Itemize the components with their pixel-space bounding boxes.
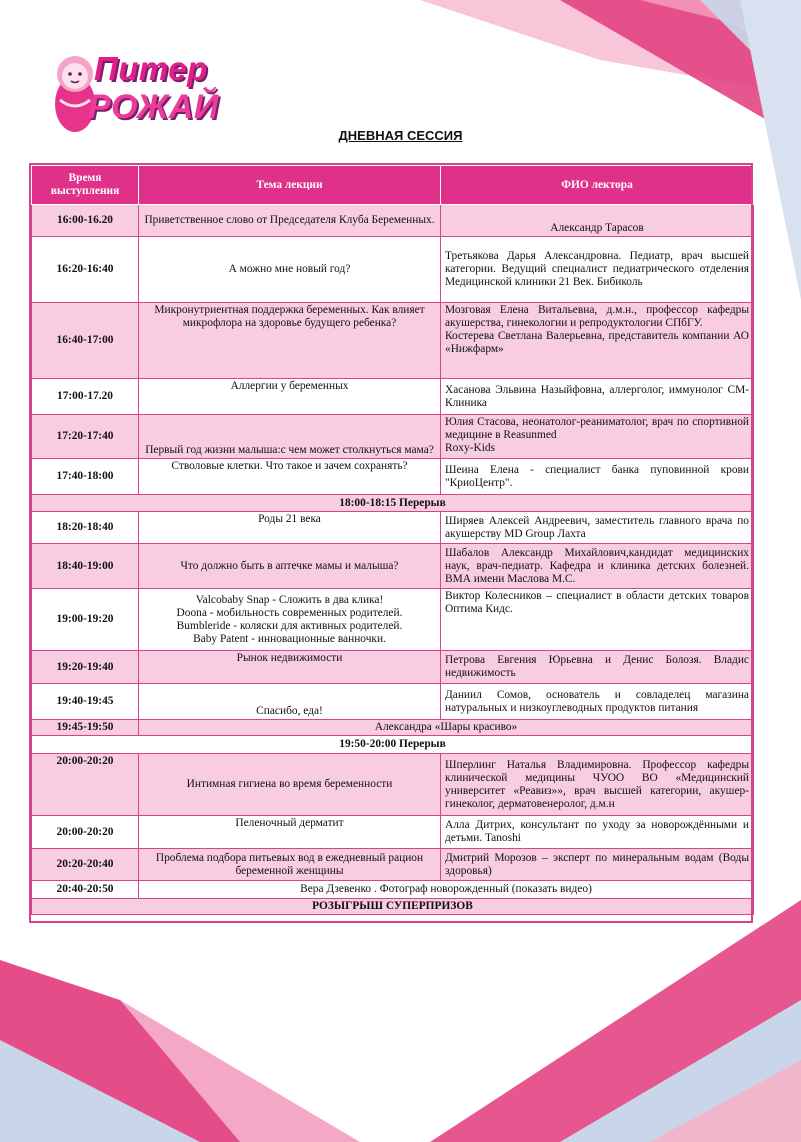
row-lecturer: Александр Тарасов	[441, 205, 754, 237]
final-row	[32, 899, 754, 915]
row-lecturer: Шеина Елена - специалист банка пуповинной крови "КриоЦентр".	[441, 459, 754, 495]
table-row	[32, 512, 754, 544]
logo-text-line1: Питер	[94, 50, 208, 87]
row-time: 17:40-18:00	[32, 459, 139, 495]
table-header-row	[32, 166, 754, 205]
row-lecturer: Хасанова Эльвина Назыйфовна, аллерголог, иммунолог СМ-Клиника	[441, 379, 754, 415]
header-time: Время выступления	[32, 166, 139, 205]
row-lecturer	[441, 303, 754, 379]
row-time: 17:20-17:40	[32, 415, 139, 459]
row-lecturer: Виктор Колесников – специалист в области детских товаров Оптима Кидс.	[441, 589, 754, 651]
row-time: 16:00-16.20	[32, 205, 139, 237]
row-topic: Проблема подбора питьевых вод в ежедневный рацион беременной женщины	[139, 849, 441, 881]
table-row	[32, 589, 754, 651]
row-topic: Приветственное слово от Председателя Клуба Беременных.	[139, 205, 441, 237]
row-topic: Микронутриентная поддержка беременных. Как влияет микрофлора на здоровье будущего ребенка?	[139, 303, 441, 379]
table-row	[32, 415, 754, 459]
row-lecturer: Дмитрий Морозов – эксперт по минеральным водам (Воды здоровья)	[441, 849, 754, 881]
row-time: 17:00-17.20	[32, 379, 139, 415]
table-row	[32, 205, 754, 237]
table-row	[32, 816, 754, 849]
row-lecturer: Даниил Сомов, основатель и совладелец магазина натуральных и низкоуглеводных продуктов питания	[441, 684, 754, 720]
page-title: ДНЕВНАЯ СЕССИЯ	[338, 128, 463, 143]
row-topic: Первый год жизни малыша:с чем может столкнуться мама?	[139, 415, 441, 459]
row-lecturer: Шабалов Александр Михайлович,кандидат медицинских наук, врач-педиатр. Кафедра и клиника детских болезней. ВМА имени Маслова М.С.	[441, 544, 754, 589]
table-row	[32, 459, 754, 495]
lecturer-line: Костерева Светлана Валерьевна, представитель компании АО «Нижфарм»	[445, 330, 749, 355]
row-topic: Рынок недвижимости	[139, 651, 441, 684]
row-lecturer: Петрова Евгения Юрьевна и Денис Болозя. Владис недвижимость	[441, 651, 754, 684]
logo	[50, 50, 230, 140]
row-time: 20:00-20:20	[32, 816, 139, 849]
row-time: 19:20-19:40	[32, 651, 139, 684]
lecturer-line: Мозговая Елена Витальевна, д.м.н., профессор кафедры акушерства, гинекологии и репродуктологии СПбГУ.	[445, 304, 749, 329]
row-full: Вера Дзевенко . Фотограф новорожденный (показать видео)	[139, 881, 754, 899]
schedule-table	[31, 165, 754, 915]
row-topic: Что должно быть в аптечке мамы и малыша?	[139, 544, 441, 589]
lecturer-line: Юлия Стасова, неонатолог-реаниматолог, врач по спортивной медицине в Reasunmed	[445, 416, 749, 441]
row-full: Александра «Шары красиво»	[139, 720, 754, 736]
row-lecturer: Алла Дитрих, консультант по уходу за новорождёнными и детьми. Tanoshi	[441, 816, 754, 849]
row-topic: Спасибо, еда!	[139, 684, 441, 720]
table-row	[32, 303, 754, 379]
topic-line: Baby Patent - инновационные ванночки.	[193, 632, 386, 645]
table-row	[32, 720, 754, 736]
row-topic: Роды 21 века	[139, 512, 441, 544]
table-row	[32, 544, 754, 589]
row-topic: Аллергии у беременных	[139, 379, 441, 415]
lecturer-line: Roxy-Kids	[445, 442, 495, 454]
row-topic: Интимная гигиена во время беременности	[139, 754, 441, 816]
topic-line: Doona - мобильность современных родителей.	[176, 606, 403, 619]
logo-text-line2: РОЖАЙ	[88, 88, 219, 126]
row-time: 19:45-19:50	[32, 720, 139, 736]
break-label: 19:50-20:00 Перерыв	[32, 736, 754, 754]
row-topic: Стволовые клетки. Что такое и зачем сохранять?	[139, 459, 441, 495]
row-lecturer	[441, 415, 754, 459]
table-row	[32, 651, 754, 684]
row-time: 20:20-20:40	[32, 849, 139, 881]
row-time: 16:40-17:00	[32, 303, 139, 379]
topic-line: Bumbleride - коляски для активных родителей.	[176, 619, 403, 632]
row-time: 19:40-19:45	[32, 684, 139, 720]
table-row	[32, 379, 754, 415]
final-label: РОЗЫГРЫШ СУПЕРПРИЗОВ	[32, 899, 754, 915]
row-time: 20:40-20:50	[32, 881, 139, 899]
table-row	[32, 881, 754, 899]
row-lecturer: Ширяев Алексей Андреевич, заместитель главного врача по акушерству MD Group Лахта	[441, 512, 754, 544]
row-lecturer: Шперлинг Наталья Владимировна. Профессор кафедры клинической медицины ЧУОО ВО «Медицинский университет «Реавиз»», врач высшей категории, акушер-гинеколог, дерматовенеролог, д.м.н	[441, 754, 754, 816]
row-lecturer: Третьякова Дарья Александровна. Педиатр, врач высшей категории. Ведущий специалист педиатрического отделения Медицинской клиники 21 Век. Бибиколь	[441, 237, 754, 303]
break-label: 18:00-18:15 Перерыв	[32, 495, 754, 512]
row-time: 18:20-18:40	[32, 512, 139, 544]
break-row	[32, 495, 754, 512]
row-topic	[139, 589, 441, 651]
topic-line: Valcobaby Snap - Сложить в два клика!	[195, 593, 384, 606]
break-row	[32, 736, 754, 754]
row-topic: Пеленочный дерматит	[139, 816, 441, 849]
table-row	[32, 237, 754, 303]
table-row	[32, 684, 754, 720]
header-lecturer: ФИО лектора	[441, 166, 754, 205]
row-topic: А можно мне новый год?	[139, 237, 441, 303]
row-time: 18:40-19:00	[32, 544, 139, 589]
header-topic: Тема лекции	[139, 166, 441, 205]
row-time: 20:00-20:20	[32, 754, 139, 816]
table-row	[32, 849, 754, 881]
table-row	[32, 754, 754, 816]
row-time: 16:20-16:40	[32, 237, 139, 303]
row-time: 19:00-19:20	[32, 589, 139, 651]
